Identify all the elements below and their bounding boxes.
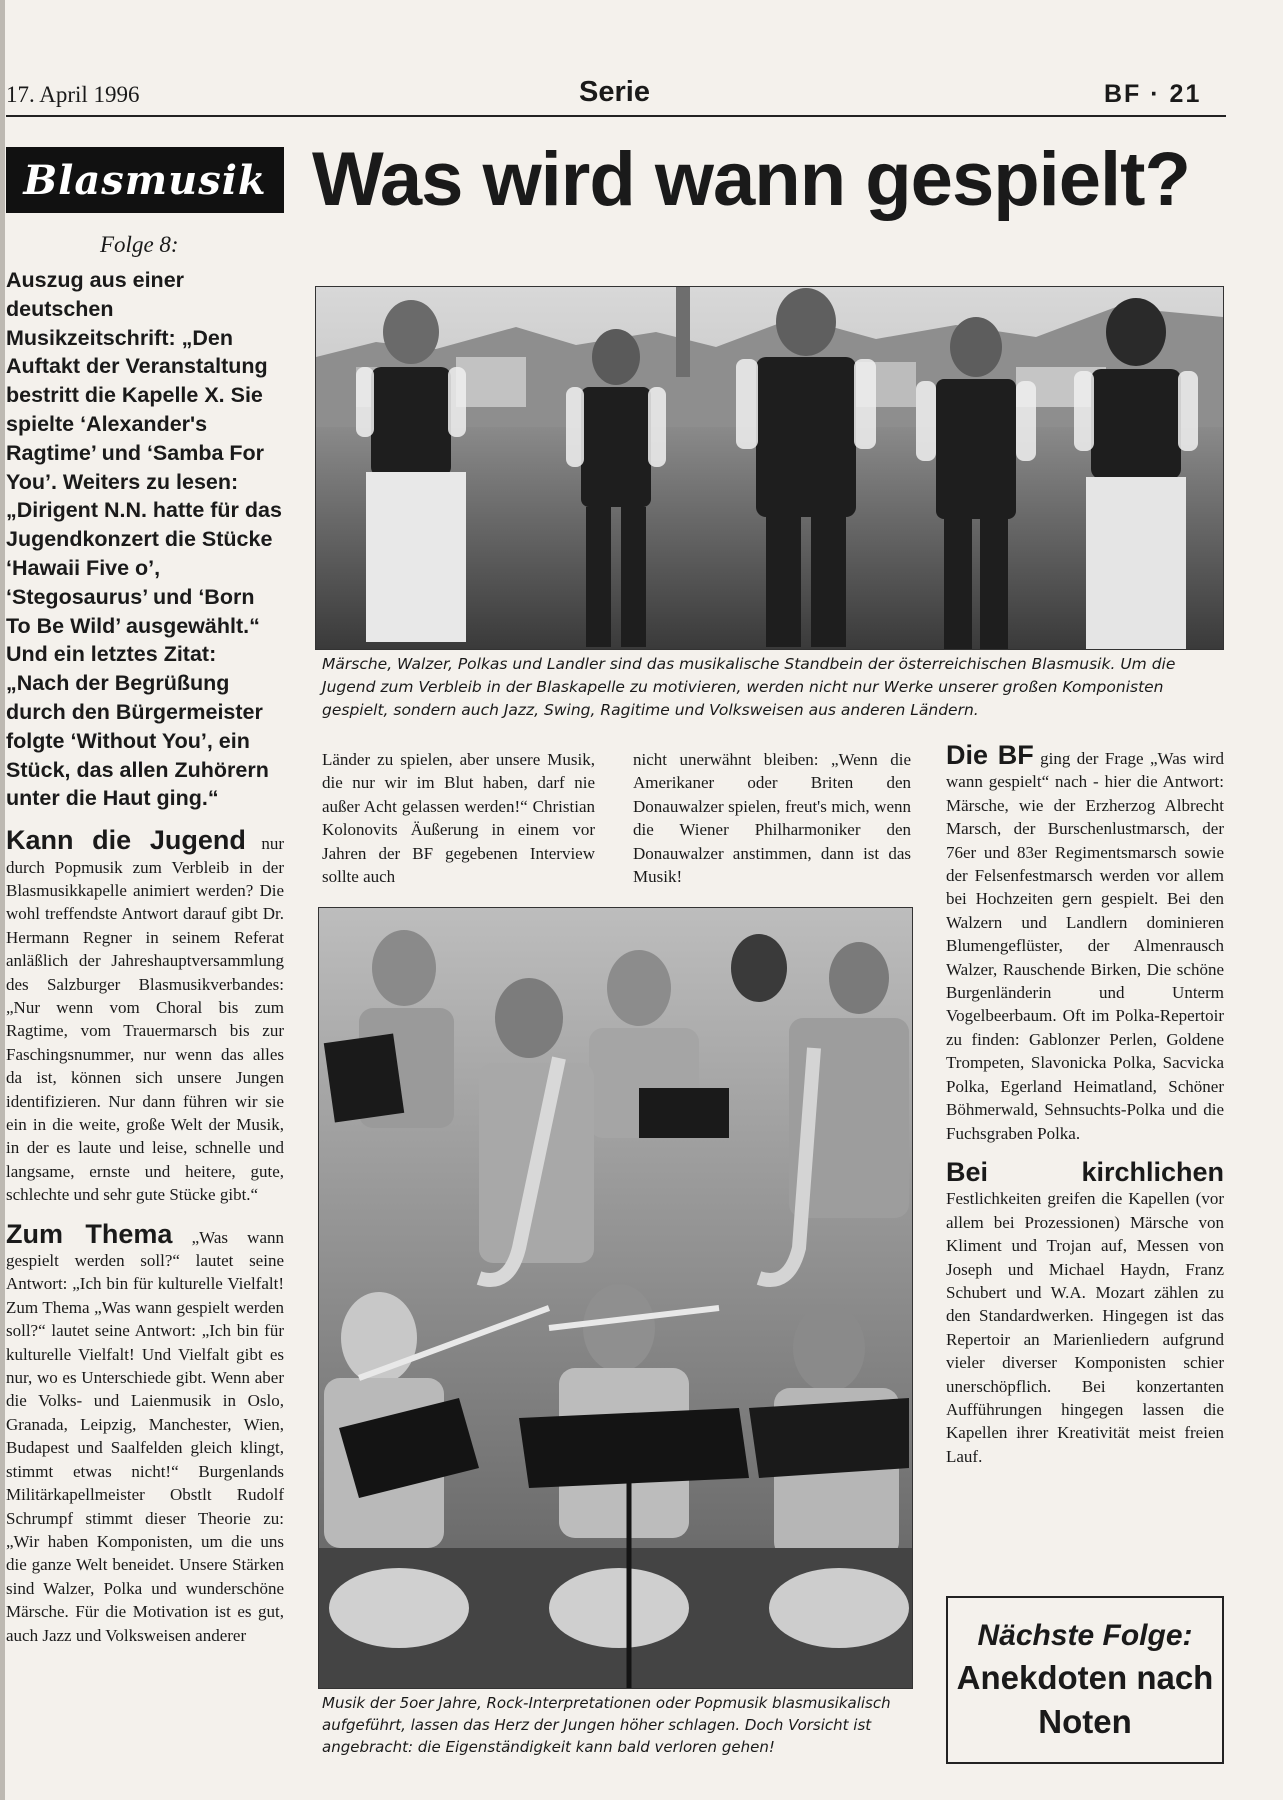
photo-marching-band: [315, 286, 1224, 650]
intro-paragraph: Auszug aus einer deutschen Musikzeitschrift: „Den Auftakt der Veranstaltung bestritt die Kapelle X. Sie spielte ‘Alexander's Ragtime’ und ‘Samba For You’. Weiters zu lesen: „Dirigent N.N. hatte für das Jugendkonzert die Stücke ‘Hawaii Five o’, ‘Stegosaurus’ und ‘Born To Be Wild’ ausgewählt.“ Und ein letztes Zitat: „Nach der Begrüßung durch den Bürgermeister folgte ‘Without You’, ein Stück, das allen Zuhörern unter die Haut ging.“: [6, 268, 282, 811]
headline: Was wird wann gespielt?: [312, 137, 1190, 222]
issue-date: 17. April 1996: [6, 82, 140, 107]
next-episode-box: [946, 1596, 1224, 1764]
section-label: Serie: [579, 76, 650, 108]
section-kirchlich: [946, 1157, 1224, 1468]
photo-marching-band-image: [316, 287, 1223, 649]
right-column: [946, 740, 1224, 1468]
caption-photo-youth-band: Musik der 5oer Jahre, Rock-Interpretationen oder Popmusik blasmusikalisch aufgeführt, lassen das Herz der Jungen höher schlagen. Doch Vorsicht ist angebracht: die Eigenständigkeit kann bald verloren gehen!: [322, 1694, 891, 1756]
middle-column-2: nicht unerwähnt bleiben: „Wenn die Amerikaner oder Briten den Donauwalzer spielen, freut's mich, wenn die Wiener Philharmoniker den Donauwalzer anstimmen, dann ist das Musik!: [633, 750, 911, 887]
series-kicker-box: [6, 147, 284, 213]
lead-kirchlich: Bei kirchlichen: [946, 1156, 1224, 1187]
series-episode: Folge 8:: [100, 232, 179, 257]
photo-youth-band-image: [319, 908, 912, 1688]
header-rule: [6, 115, 1226, 117]
next-episode-title: Anekdoten nach Noten: [956, 1659, 1214, 1740]
section-thema: [6, 1219, 284, 1647]
page-gutter: [0, 0, 5, 1800]
middle-column-1: Länder zu spielen, aber unsere Musik, die nur wir im Blut haben, darf nie außer Acht gelassen werden!“ Christian Kolonovits Äußerung in einem vor Jahren der BF gegebenen Interview sollte auch: [322, 750, 595, 887]
section-jugend: [6, 825, 284, 1207]
left-column: [6, 266, 284, 1647]
text-bf: ging der Frage „Was wird wann gespielt“ nach - hier die Antwort: Märsche, wie der Erzherzog Albrecht Marsch, der Burschenlustmarsch, der 76er und 83er Regimentsmarsch sowie der Felsenfestmarsch werden vor allem bei Hochzeiten gern gespielt. Bei den Walzern und Landlern dominieren Blumengeflüster, der Almenrausch Walzer, Rauschende Birken, Die schöne Burgenländerin und Unterm Vogelbeerbaum. Oft im Polka-Repertoir zu finden: Gablonzer Perlen, Goldene Trompeten, Slavonicka Polka, Sacvicka Polka, Egerland Heimatland, Schöner Böhmerwald, Sehnsuchts-Polka und die Fuchsgraben Polka.: [946, 749, 1224, 1143]
lead-thema: Zum Thema: [6, 1218, 173, 1249]
lead-jugend: Kann die Jugend: [6, 825, 246, 856]
caption-photo-marching-band: Märsche, Walzer, Polkas und Landler sind das musikalische Standbein der österreichischen Blasmusik. Um die Jugend zum Verbleib in der Blaskapelle zu motivieren, werden nicht nur Werke unserer großen Komponisten gespielt, sondern auch Jazz, Swing, Ragitime und Volksweisen aus anderen Ländern.: [322, 655, 1176, 719]
lead-bf: Die BF: [946, 740, 1034, 770]
section-bf: [946, 740, 1224, 1145]
text-kirchlich: Festlichkeiten greifen die Kapellen (vor allem bei Prozessionen) Märsche von Kliment und Trojan auf, Messen von Joseph und Michael Haydn, Franz Schubert und W.A. Mozart zählen zu den Standardwerken. Hingegen ist das Repertoir an Marienliedern aufgrund vieler diverser Komponisten schier unerschöpflich. Bei konzertanten Aufführungen hingegen lassen die Kapellen ihrer Kreativität meist freien Lauf.: [946, 1189, 1224, 1466]
series-kicker: Blasmusik: [23, 156, 267, 204]
text-jugend: nur durch Popmusik zum Verbleib in der Blasmusikkapelle animiert werden? Die wohl treffendste Antwort darauf gibt Dr. Hermann Regner in seinem Referat anläßlich der Jahreshauptversammlung des Salzburger Blasmusikverbandes: „Nur wenn vom Choral bis zum Ragtime, vom Trauermarsch bis zur Faschingsnummer, nur wenn das alles da ist, können sich unsere Jungen identifizieren. Nur dann führen wir sie ein in die weite, große Welt der Musik, in der es laute und leise, schnelle und langsame, ernste und heitere, gute, schlechte und sehr gute Stücke gibt.“: [6, 834, 284, 1205]
text-thema: „Was wann gespielt werden soll?“ lautet seine Antwort: „Ich bin für kulturelle Vielfalt! Zum Thema „Was wann gespielt werden soll?“ lautet seine Antwort: „Ich bin für kulturelle Vielfalt! Und Vielfalt gibt es nur, wo es Unterschiede gibt. Wenn aber die Volks- und Laienmusik in Oslo, Granada, Leipzig, Manchester, Wien, Budapest und Saalfelden gleich klingt, stimmt etwas nicht!“ Burgenlands Militärkapellmeister Obstlt Rudolf Schrumpf stimmt dieser Theorie zu: „Wir haben Komponisten, um die uns die ganze Welt beneidet. Unsere Stärken sind Walzer, Polka und wunderschöne Märsche. Für die Motivation ist es gut, auch Jazz und Volksweisen anderer: [6, 1227, 284, 1645]
photo-youth-band: [318, 907, 913, 1689]
next-episode-label: Nächste Folge:: [977, 1619, 1193, 1652]
page-number: BF · 21: [1104, 80, 1202, 108]
